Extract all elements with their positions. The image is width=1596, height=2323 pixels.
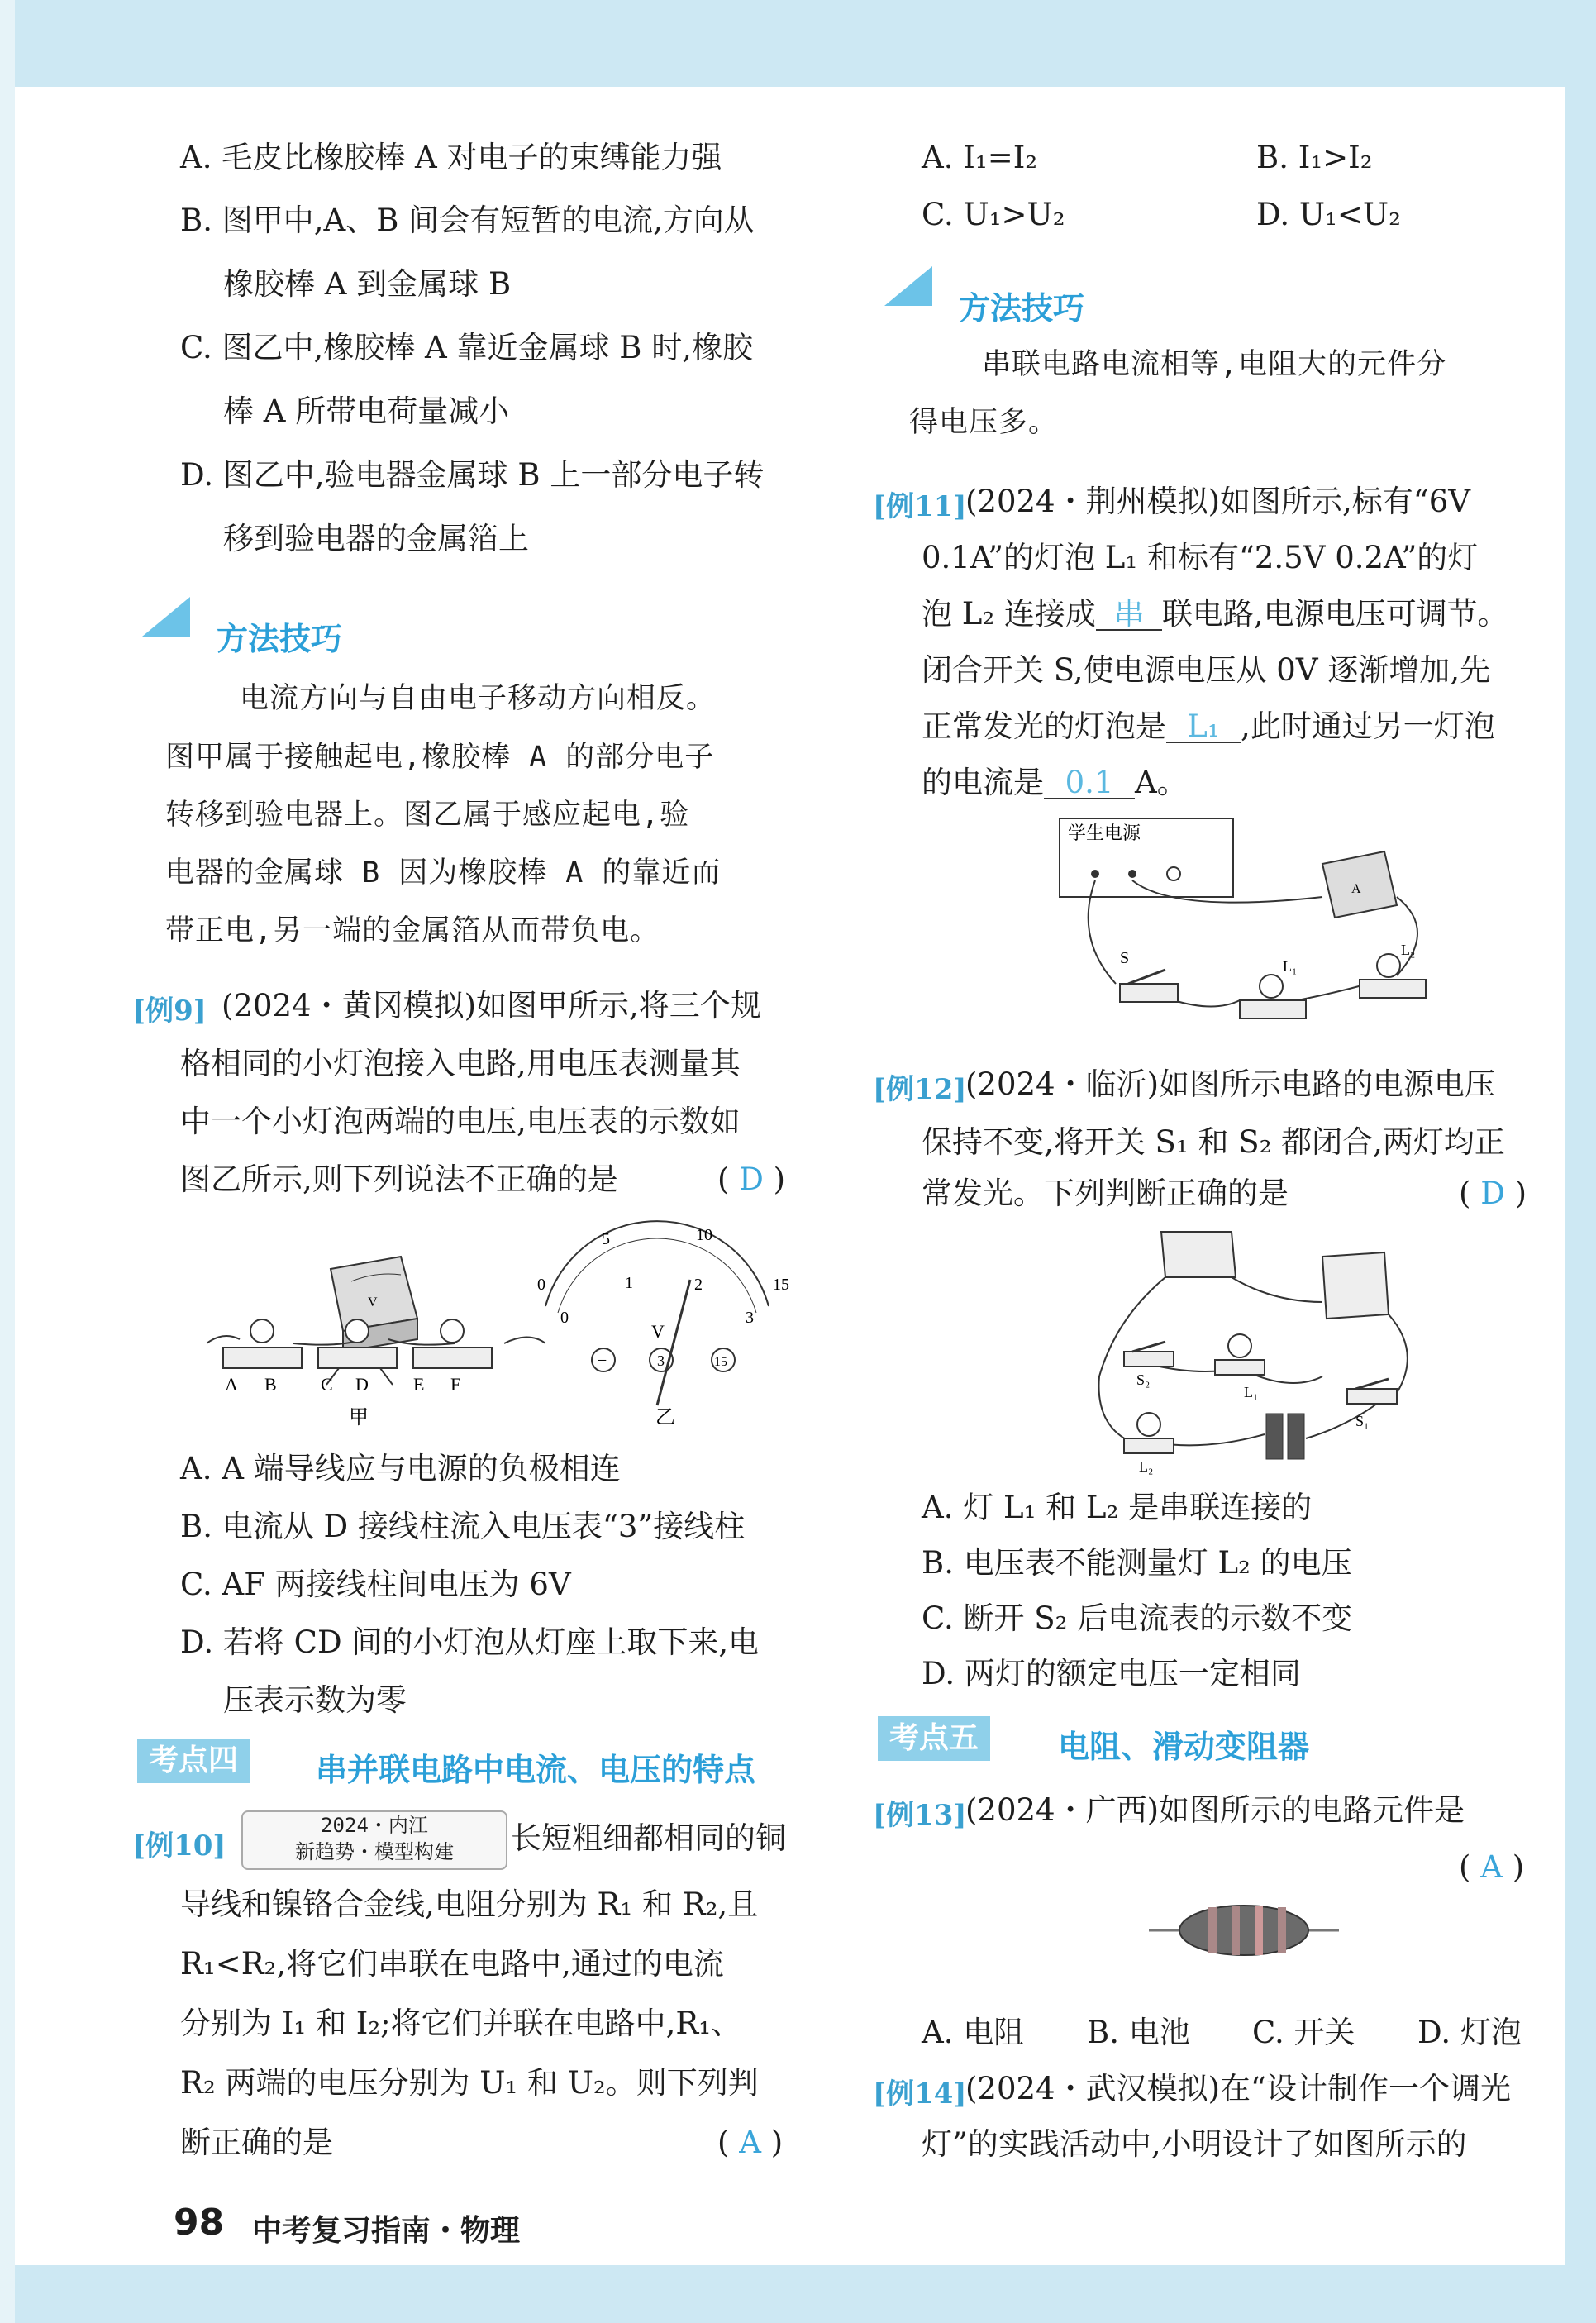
meter-unit: V (651, 1321, 665, 1342)
ex12-line-2: 保持不变,将开关 S₁ 和 S₂ 都闭合,两灯均正 (922, 1124, 1505, 1160)
ex9-answer: ( D ) (717, 1162, 786, 1197)
ex12-line-3: 常发光。下列判断正确的是 (922, 1176, 1289, 1211)
method-triangle-icon-right (884, 266, 932, 306)
method-line-4: 电器的金属球 B 因为橡胶棒 A 的靠近而 (165, 856, 722, 890)
ex10-line-1: 长短粗细都相同的铜 (511, 1820, 786, 1856)
ex13-answer-value: A (1480, 1849, 1503, 1885)
method-right-line-1: 串联电路电流相等,电阻大的元件分 (982, 348, 1447, 381)
ex12-option-a: A. 灯 L₁ 和 L₂ 是串联连接的 (922, 1490, 1313, 1525)
kaodian-5-title: 电阻、滑动变阻器 (1058, 1729, 1310, 1765)
q8-option-c: C. 图乙中,橡胶棒 A 靠近金属球 B 时,橡胶 (180, 330, 753, 365)
ex11-figure (1050, 814, 1438, 1062)
ex12-figure (1074, 1228, 1422, 1476)
method-line-1: 电流方向与自由电子移动方向相反。 (240, 682, 717, 715)
example-12-tag: [ 例12 ] (873, 1066, 967, 1107)
label-b: B (264, 1374, 277, 1395)
l2-label-ex12: L₂ (1139, 1458, 1154, 1475)
ex9-line-2: 格相同的小灯泡接入电路,用电压表测量其 (180, 1046, 741, 1081)
ex9-line-4: 图乙所示,则下列说法不正确的是 (180, 1162, 618, 1197)
ex12-option-c: C. 断开 S₂ 后电流表的示数不变 (922, 1600, 1353, 1636)
kaodian-5-box: 考点五 (878, 1716, 990, 1761)
bottom-border (0, 2265, 1596, 2323)
caption-jia: 甲 (349, 1407, 369, 1429)
ex11-blank-3: 0.1 (1044, 767, 1135, 799)
method-line-5: 带正电,另一端的金属箔从而带负电。 (165, 914, 660, 947)
ex13-answer: ( A ) (1459, 1849, 1525, 1885)
ex11-line-5 (922, 708, 1495, 744)
ex9-option-c: C. AF 两接线柱间电压为 6V (180, 1567, 571, 1602)
scale-3: 3 (746, 1309, 754, 1327)
l1-label-ex12: L₁ (1244, 1384, 1259, 1400)
q8-option-d-cont: 移到验电器的金属箔上 (223, 521, 529, 556)
ammeter-label: A (1351, 882, 1361, 896)
trend-badge (241, 1810, 507, 1870)
ex11-line-3b: 联电路,电源电压可调节。 (1161, 596, 1508, 632)
scale-0-top: 0 (537, 1276, 545, 1294)
ex11-line-6 (922, 767, 1188, 799)
resistor-figure (1149, 1893, 1339, 1968)
scale-2: 2 (694, 1276, 703, 1294)
ex10-answer-value: A (739, 2125, 761, 2160)
ex11-line-2: 0.1A”的灯泡 L₁ 和标有“2.5V 0.2A”的灯 (922, 540, 1479, 575)
book-title: 中考复习指南・物理 (252, 2214, 521, 2248)
ex10-option-c: C. U₁>U₂ (922, 197, 1065, 232)
ex11-line-3a: 泡 L₂ 连接成 (922, 596, 1096, 632)
example-13-tag: [ 例13 ] (873, 1792, 967, 1833)
left-border (0, 0, 15, 2323)
ex9-figure (190, 1207, 818, 1438)
ex13-option-b: B. 电池 (1087, 2015, 1190, 2050)
q8-option-a: A. 毛皮比橡胶棒 A 对电子的束缚能力强 (180, 140, 722, 175)
method-line-3: 转移到验电器上。图乙属于感应起电,验 (165, 799, 690, 832)
voltmeter-v-label: V (368, 1295, 378, 1309)
ex12-answer-value: D (1480, 1176, 1505, 1211)
ex9-option-b: B. 电流从 D 接线柱流入电压表“3”接线柱 (180, 1509, 746, 1544)
q8-option-d: D. 图乙中,验电器金属球 B 上一部分电子转 (180, 457, 765, 493)
example-10-tag: [ 例10 ] (132, 1823, 226, 1863)
ex13-line: (2024・广西)如图所示的电路元件是 (965, 1792, 1465, 1828)
method-right-line-2: 得电压多。 (909, 406, 1059, 439)
ex13-option-d: D. 灯泡 (1417, 2015, 1522, 2050)
caption-yi: 乙 (655, 1407, 675, 1429)
ex10-line-3: R₁<R₂,将它们串联在电路中,通过的电流 (180, 1946, 724, 1982)
ex11-line-6a: 的电流是 (922, 765, 1044, 800)
method-line-2: 图甲属于接触起电,橡胶棒 A 的部分电子 (165, 741, 715, 774)
ex11-line-1: (2024・荆州模拟)如图所示,标有“6V (965, 484, 1470, 519)
power-source-label: 学生电源 (1068, 823, 1141, 843)
label-c: C (321, 1374, 333, 1395)
ex12-option-b: B. 电压表不能测量灯 L₂ 的电压 (922, 1545, 1352, 1581)
kaodian-4-box: 考点四 (137, 1739, 250, 1783)
ex10-line-4: 分别为 I₁ 和 I₂;将它们并联在电路中,R₁、 (180, 2006, 742, 2041)
scale-5: 5 (602, 1230, 610, 1248)
ex10-line-5: R₂ 两端的电压分别为 U₁ 和 U₂。则下列判 (180, 2065, 759, 2101)
scale-15: 15 (773, 1276, 789, 1294)
ex14-line-1: (2024・武汉模拟)在“设计制作一个调光 (965, 2071, 1511, 2106)
ex11-line-5a: 正常发光的灯泡是 (922, 708, 1166, 744)
example-14-tag: [ 例14 ] (873, 2071, 967, 2111)
q8-option-b: B. 图甲中,A、B 间会有短暂的电流,方向从 (180, 203, 755, 238)
label-e: E (413, 1374, 425, 1395)
scale-10: 10 (696, 1226, 712, 1244)
method-title-right: 方法技巧 (959, 290, 1085, 327)
l2-label: L₂ (1401, 942, 1416, 958)
ex9-option-d: D. 若将 CD 间的小灯泡从灯座上取下来,电 (180, 1624, 760, 1660)
terminal-minus: − (598, 1352, 607, 1370)
page-number: 98 (174, 2201, 225, 2244)
ex11-blank-2: L₁ (1166, 711, 1241, 743)
ex9-option-d-cont: 压表示数为零 (223, 1682, 407, 1718)
ex9-line-1: (2024・黄冈模拟)如图甲所示,将三个规 (222, 988, 761, 1023)
ex10-answer: ( A ) (717, 2125, 784, 2160)
label-d: D (355, 1374, 369, 1395)
q8-option-b-cont: 橡胶棒 A 到金属球 B (223, 266, 512, 302)
s1-label: S₁ (1355, 1413, 1370, 1429)
ex11-line-5b: ,此时通过另一灯泡 (1241, 708, 1495, 744)
example-11-tag: [ 例11 ] (873, 484, 967, 524)
terminal-3: 3 (657, 1352, 665, 1369)
ex14-line-2: 灯”的实践活动中,小明设计了如图所示的 (922, 2126, 1467, 2162)
label-a: A (225, 1374, 238, 1395)
right-border (1565, 0, 1596, 2323)
terminal-15: 15 (714, 1355, 727, 1369)
ex10-option-a: A. I₁=I₂ (922, 140, 1038, 175)
l1-label: L₁ (1283, 958, 1298, 975)
ex10-option-d: D. U₁<U₂ (1256, 197, 1401, 232)
scale-0-bottom: 0 (560, 1309, 569, 1327)
example-9-tag: [ 例9 ] (132, 988, 207, 1028)
trend-badge-line2: 新趋势・模型构建 (295, 1840, 454, 1863)
ex11-line-4: 闭合开关 S,使电源电压从 0V 逐渐增加,先 (922, 652, 1491, 688)
top-border (0, 0, 1596, 87)
ex10-line-6: 断正确的是 (180, 2125, 333, 2160)
ex10-line-2: 导线和镍铬合金线,电阻分别为 R₁ 和 R₂,且 (180, 1887, 759, 1922)
ex12-answer: ( D ) (1459, 1176, 1527, 1211)
ex9-answer-value: D (739, 1162, 764, 1197)
ex12-line-1: (2024・临沂)如图所示电路的电源电压 (965, 1066, 1496, 1102)
switch-s-label: S (1120, 949, 1130, 967)
scale-1: 1 (625, 1274, 633, 1292)
ex9-line-3: 中一个小灯泡两端的电压,电压表的示数如 (180, 1104, 741, 1139)
method-triangle-icon (142, 597, 190, 637)
ex11-blank-1: 串 (1096, 599, 1162, 631)
ex13-option-a: A. 电阻 (922, 2015, 1025, 2050)
s2-label: S₂ (1136, 1371, 1151, 1388)
ex11-line-6b: A。 (1135, 765, 1188, 800)
method-title-left: 方法技巧 (217, 621, 343, 657)
ex12-option-d: D. 两灯的额定电压一定相同 (922, 1656, 1301, 1691)
ex9-option-a: A. A 端导线应与电源的负极相连 (180, 1451, 621, 1486)
label-f: F (450, 1374, 461, 1395)
ex13-option-c: C. 开关 (1252, 2015, 1355, 2050)
ex10-option-b: B. I₁>I₂ (1256, 140, 1373, 175)
kaodian-4-title: 串并联电路中电流、电压的特点 (316, 1752, 756, 1788)
ex11-line-3 (922, 596, 1508, 632)
trend-badge-line1: 2024・内江 (321, 1814, 428, 1837)
q8-option-c-cont: 棒 A 所带电荷量减小 (223, 394, 510, 429)
